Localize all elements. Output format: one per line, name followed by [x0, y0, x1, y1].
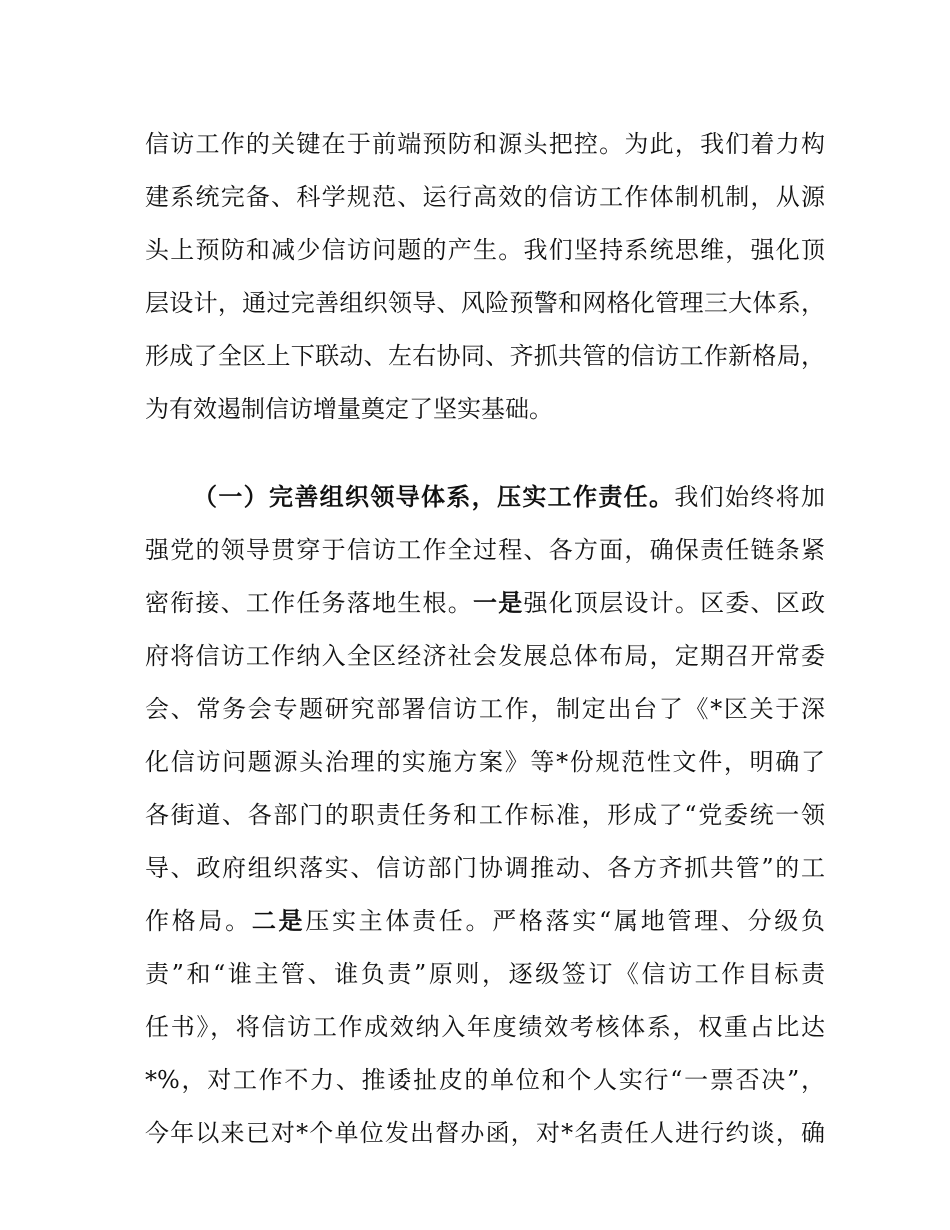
text-line: *%，对工作不力、推诿扯皮的单位和个人实行“一票否决”，: [145, 1066, 825, 1094]
text-line: 强党的领导贯穿于信访工作全过程、各方面，确保责任链条紧: [145, 536, 825, 564]
text-line: 化信访问题源头治理的实施方案》等*份规范性文件，明确了: [145, 748, 825, 776]
text-span: 我们始终将加: [674, 483, 826, 511]
text-line: 建系统完备、科学规范、运行高效的信访工作体制机制，从源: [145, 183, 825, 211]
text-line: 会、常务会专题研究部署信访工作，制定出台了《*区关于深: [145, 695, 825, 723]
document-body: [145, 118, 825, 1160]
text-line: [145, 577, 825, 630]
text-line: 任书》，将信访工作成效纳入年度绩效考核体系，权重占比达: [145, 1013, 825, 1041]
text-span: 作格局。: [145, 907, 252, 935]
text-line: 导、政府组织落实、信访部门协调推动、各方齐抓共管”的工: [145, 854, 825, 882]
text-span: 强化顶层设计。区委、区政: [523, 589, 826, 617]
text-line: 为有效遏制信访增量奠定了坚实基础。: [145, 395, 553, 423]
point-marker-first: 一是: [473, 589, 524, 617]
text-line: 头上预防和减少信访问题的产生。我们坚持系统思维，强化顶: [145, 236, 825, 264]
point-marker-second: 二是: [251, 907, 306, 935]
text-line: 府将信访工作纳入全区经济社会发展总体布局，定期召开常委: [145, 642, 825, 670]
text-line: 信访工作的关键在于前端预防和源头把控。为此，我们着力构: [145, 130, 825, 158]
text-line: [145, 895, 825, 948]
text-line: 形成了全区上下联动、左右协同、齐抓共管的信访工作新格局，: [145, 342, 825, 370]
text-line: 层设计，通过完善组织领导、风险预警和网格化管理三大体系，: [145, 289, 825, 317]
text-line: 今年以来已对*个单位发出督办函，对*名责任人进行约谈，确: [145, 1119, 825, 1147]
paragraph-1: [145, 118, 825, 436]
paragraph-2: [145, 471, 825, 1160]
text-span: 密衔接、工作任务落地生根。: [145, 589, 473, 617]
text-line: 各街道、各部门的职责任务和工作标准，形成了“党委统一领: [145, 801, 825, 829]
text-line: [145, 471, 825, 524]
text-span: 压实主体责任。严格落实“属地管理、分级负: [305, 907, 825, 935]
text-line: 责”和“谁主管、谁负责”原则，逐级签订《信访工作目标责: [145, 960, 825, 988]
section-heading: （一）完善组织领导体系，压实工作责任。: [193, 483, 675, 511]
